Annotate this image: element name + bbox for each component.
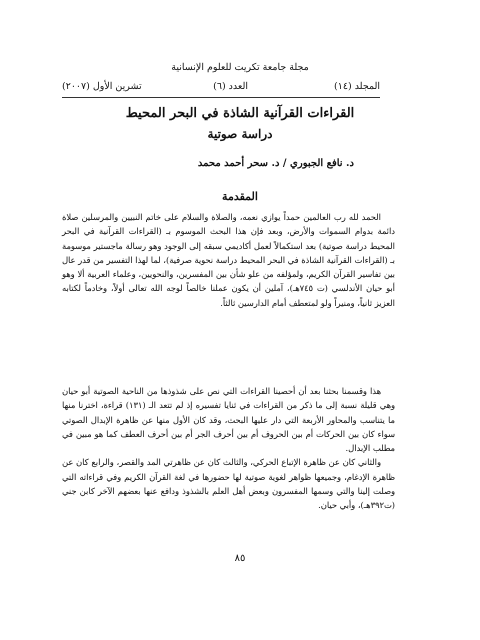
issue-number-label: العدد (٦)	[213, 81, 248, 92]
article-authors: د. نافع الجبوري / د. سحر أحمد محمد	[197, 158, 354, 169]
page-number: ٨٥	[234, 553, 246, 564]
issue-info	[62, 81, 380, 93]
volume-label: المجلد (١٤)	[334, 81, 380, 92]
paragraph-text: الحمد لله رب العالمين حمداً يوازي نعمه، والصلاة والسلام على خاتم النبيين والمرسلين صلاة دائمة بدوام السموات والأرض، وبعد فإن هذا البحث الموسوم بـ (القراءات القرآنية في البحر المحيط دراسة صوتية) بعد استكمالاً لعمل أكاديمي سبقه إلى الوجود وهو رسالة ماجستير موسومة بـ (القراءات القرآنية الشاذة في البحر المحيط دراسة نحوية صرفية)، لما لهذا التفسير من قدر عال بين تفاسير القرآن الكريم، ولمؤلفه من علو شأن بين المفسرين، والنحويين، وعلماء العربية ألا وهو أبو حيان الأندلسي (ت ٧٤٥هـ)، آملين أن يكون عملنا خالصاً لوجه الله تعالى أولاً، وخادماً لكتابه العزيز ثانياً، ومنيراً ولو لمتعطف أمام الدارسين ثالثاً.	[61, 212, 395, 308]
introduction-paragraphs-2-3	[62, 384, 395, 513]
article-title: القراءات القرآنية الشاذة في البحر المحيط	[125, 106, 355, 121]
paragraph-text: والثاني كان عن ظاهرة الإتباع الحركي، والثالث كان عن ظاهرتي المد والقصر، والرابع كان عن ظاهرة الإدغام، وجميعها ظواهر لغوية صوتية لها حضورها في لغة القرآن الكريم وفي قراءاته التي وصلت إلينا والتي وسمها المفسرون وبعض أهل العلم بالشذوذ ودافع عنها بعضهم الآخر كابن جني (ت٣٩٢هـ)، وأبي حيان.	[62, 457, 395, 511]
introduction-paragraph-1	[62, 210, 395, 310]
header-divider	[62, 97, 380, 98]
issue-date-label: تشرين الأول (٢٠٠٧)	[62, 81, 142, 92]
journal-name: مجلة جامعة تكريت للعلوم الإنسانية	[171, 62, 309, 73]
article-subtitle: دراسة صوتية	[207, 127, 273, 141]
section-heading: المقدمة	[222, 190, 258, 203]
paragraph-text: هذا وقسمنا بحثنا بعد أن أحصينا القراءات التي نص على شذوذها من الناحية الصوتية أبو حيان وهي قليلة نسبة إلى ما ذكر من القراءات في ثنايا تفسيره إذ لم تتعد الـ (١٣١) قراءة، اخترنا منها ما يتناسب والمحاور الأربعة التي دار عليها البحث، وقد كان الأول منها عن ظاهرة الإبدال الصوتي سواء كان بين الحركات أم بين الحروف أم بين أحرف الجر أم بين أحرف العطف كما هو مبين في مطلب الإبدال.	[62, 386, 396, 454]
